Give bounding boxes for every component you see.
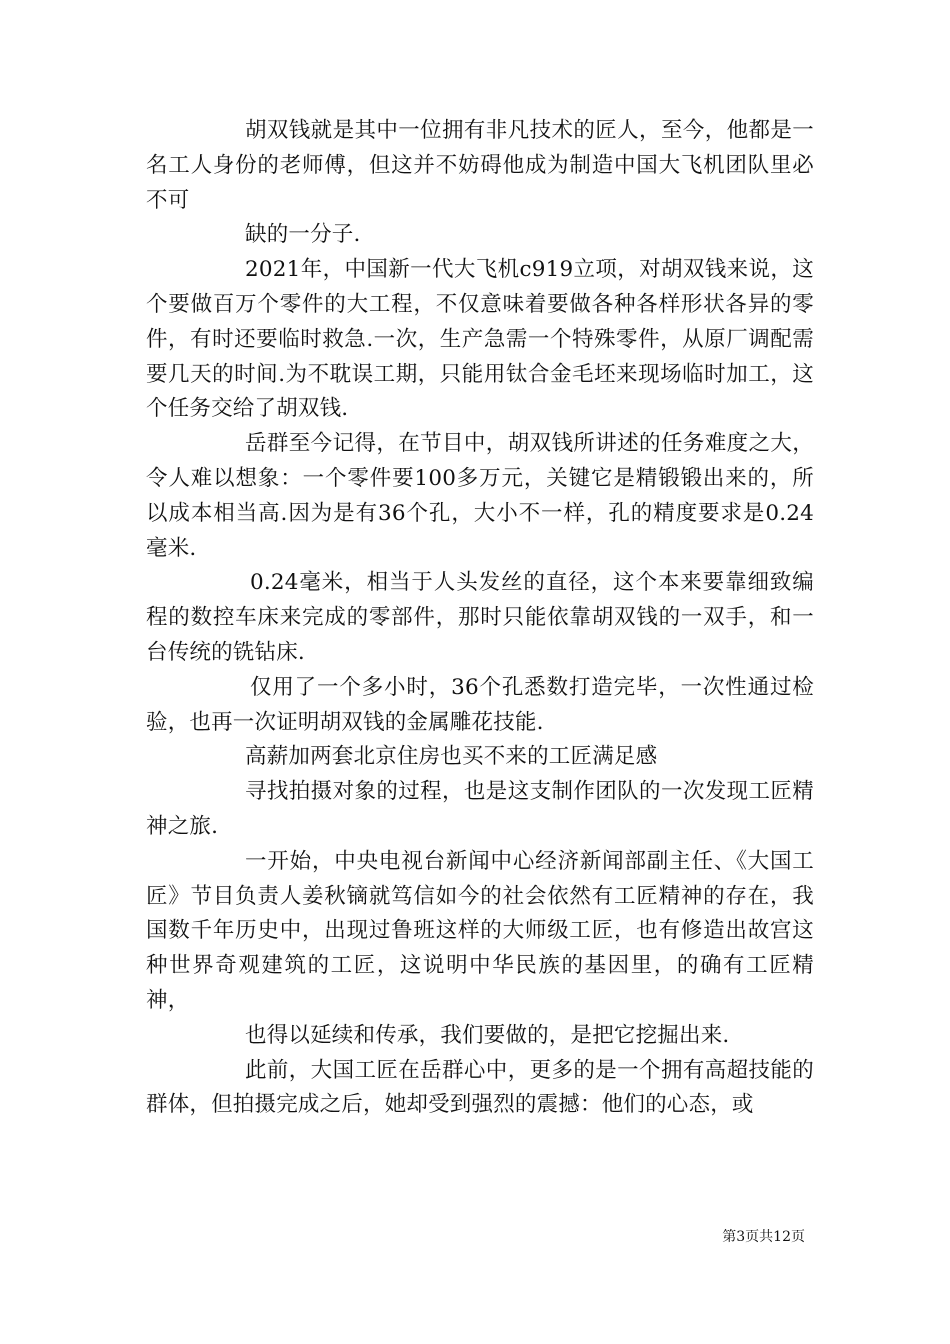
paragraph: 仅用了一个多小时，36个孔悉数打造完毕，一次性通过检验，也再一次证明胡双钱的金属雕花技能. <box>146 674 814 735</box>
paragraph: 胡双钱就是其中一位拥有非凡技术的匠人，至今，他都是一名工人身份的老师傅，但这并不妨碍他成为制造中国大飞机团队里必不可 <box>146 118 814 213</box>
body-text <box>146 114 814 1123</box>
paragraph: 缺的一分子. <box>245 222 361 248</box>
paragraph: 0.24毫米，相当于人头发丝的直径，这个本来要靠细致编程的数控车床来完成的零部件，那时只能依靠胡双钱的一双手，和一台传统的铣钻床. <box>146 570 814 665</box>
paragraph: 也得以延续和传承，我们要做的，是把它挖掘出来. <box>245 1022 730 1048</box>
paragraph: 此前，大国工匠在岳群心中，更多的是一个拥有高超技能的群体，但拍摄完成之后，她却受到强烈的震撼：他们的心态，或 <box>146 1057 814 1118</box>
page-number: 第3页共12页 <box>722 1229 805 1245</box>
section-heading: 高薪加两套北京住房也买不来的工匠满足感 <box>245 744 658 770</box>
paragraph: 2021年，中国新一代大飞机c919立项，对胡双钱来说，这个要做百万个零件的大工程，不仅意味着要做各种各样形状各异的零件，有时还要临时救急.一次，生产急需一个特殊零件，从原厂调配需要几天的时间.为不耽误工期，只能用钛合金毛坯来现场临时加工，这个任务交给了胡双钱. <box>146 257 814 422</box>
paragraph: 岳群至今记得，在节目中，胡双钱所讲述的任务难度之大，令人难以想象：一个零件要100多万元，关键它是精锻锻出来的，所以成本相当高.因为是有36个孔，大小不一样，孔的精度要求是0.24毫米. <box>146 431 814 561</box>
paragraph: 一开始，中央电视台新闻中心经济新闻部副主任、《大国工匠》节目负责人姜秋镝就笃信如今的社会依然有工匠精神的存在，我国数千年历史中，出现过鲁班这样的大师级工匠，也有修造出故宫这种世界奇观建筑的工匠，这说明中华民族的基因里，的确有工匠精神， <box>146 848 814 1013</box>
paragraph: 寻找拍摄对象的过程，也是这支制作团队的一次发现工匠精神之旅. <box>146 779 814 839</box>
